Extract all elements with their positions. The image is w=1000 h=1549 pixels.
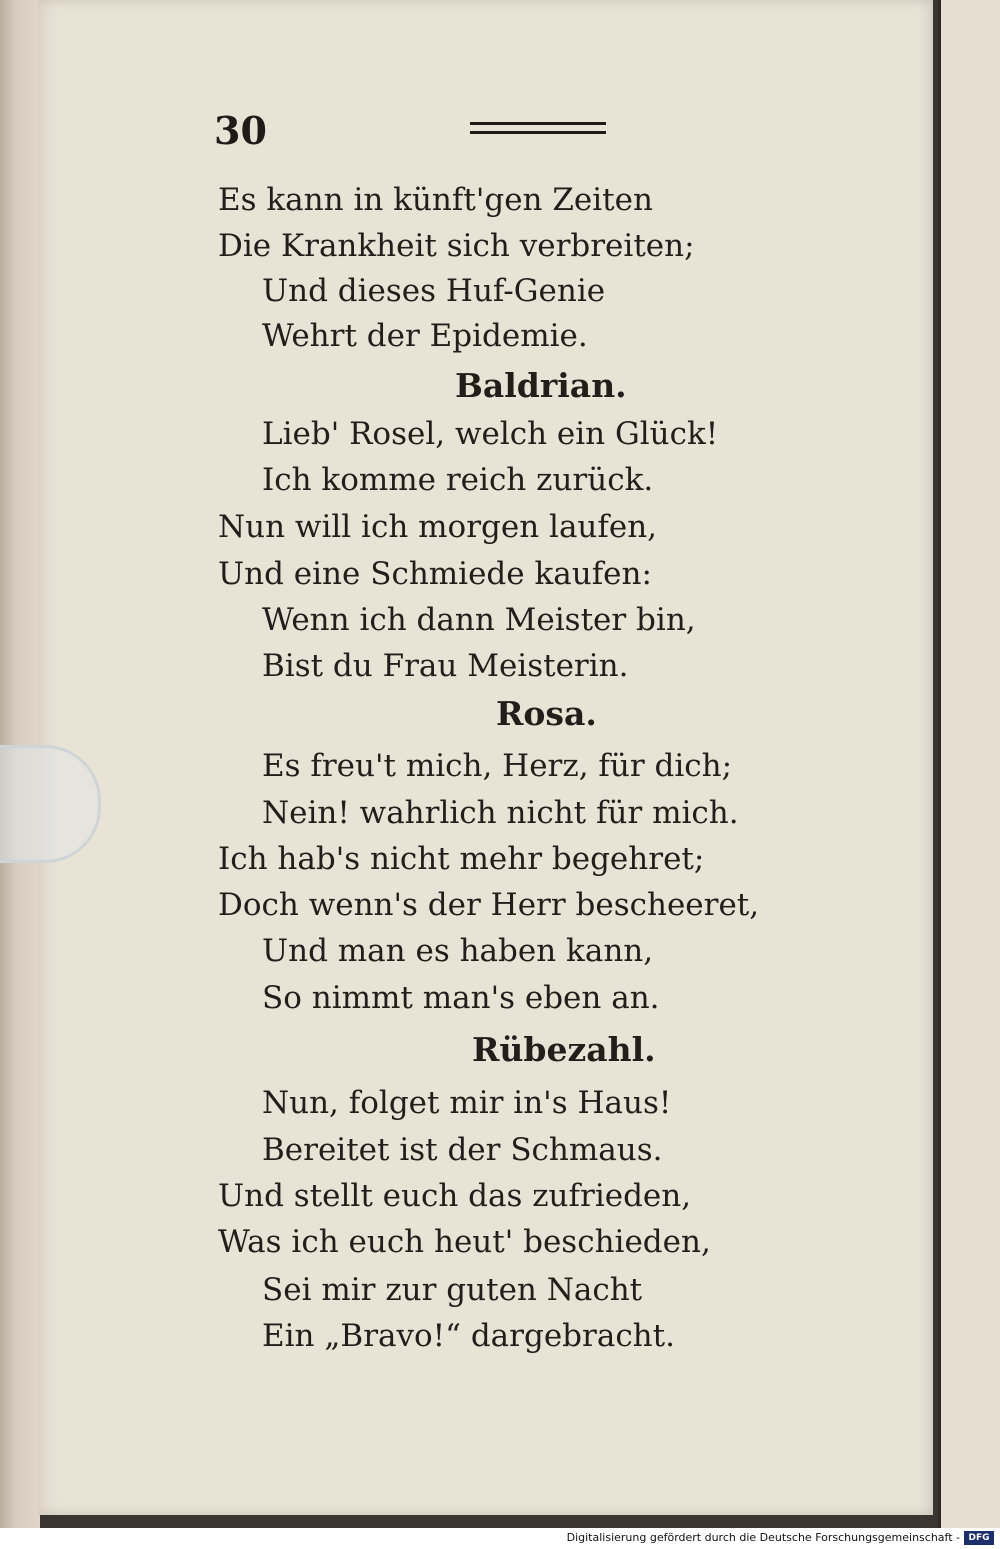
verse-line: Bist du Frau Meisterin. (262, 648, 629, 684)
verse-line: Und stellt euch das zufrieden, (218, 1178, 692, 1214)
verse-line: Und man es haben kann, (262, 933, 654, 969)
verse-line: Ich komme reich zurück. (262, 462, 654, 498)
verse-line: Und eine Schmiede kaufen: (218, 556, 652, 592)
funding-credit: Digitalisierung gefördert durch die Deutsche Forschungsgemeinschaft - (566, 1531, 960, 1544)
verse-line: Bereitet ist der Schmaus. (262, 1132, 663, 1168)
verse-line: Nun, folget mir in's Haus! (262, 1085, 672, 1121)
verse-line: So nimmt man's eben an. (262, 980, 660, 1016)
verse-line: Es freu't mich, Herz, für dich; (262, 748, 733, 784)
verse-line: Ein „Bravo!“ dargebracht. (262, 1318, 675, 1354)
speaker-name: Baldrian. (455, 366, 627, 405)
verse-line: Und dieses Huf-Genie (262, 273, 606, 309)
verse-line: Doch wenn's der Herr bescheeret, (218, 887, 760, 923)
dfg-logo: DFG (964, 1531, 994, 1545)
verse-line: Sei mir zur guten Nacht (262, 1272, 643, 1308)
verse-line: Wehrt der Epidemie. (262, 318, 588, 354)
verse-line: Es kann in künft'gen Zeiten (218, 182, 653, 218)
page-number: 30 (214, 108, 267, 153)
verse-line: Wenn ich dann Meister bin, (262, 602, 696, 638)
footer-bar (0, 1528, 1000, 1549)
speaker-name: Rosa. (496, 694, 597, 733)
speaker-name: Rübezahl. (472, 1030, 656, 1069)
verse-line: Ich hab's nicht mehr begehret; (218, 841, 705, 877)
verse-line: Nein! wahrlich nicht für mich. (262, 795, 739, 831)
verse-line: Nun will ich morgen laufen, (218, 509, 658, 545)
verse-line: Die Krankheit sich verbreiten; (218, 228, 695, 264)
verse-line: Lieb' Rosel, welch ein Glück! (262, 416, 719, 452)
verse-line: Was ich euch heut' beschieden, (218, 1224, 711, 1260)
